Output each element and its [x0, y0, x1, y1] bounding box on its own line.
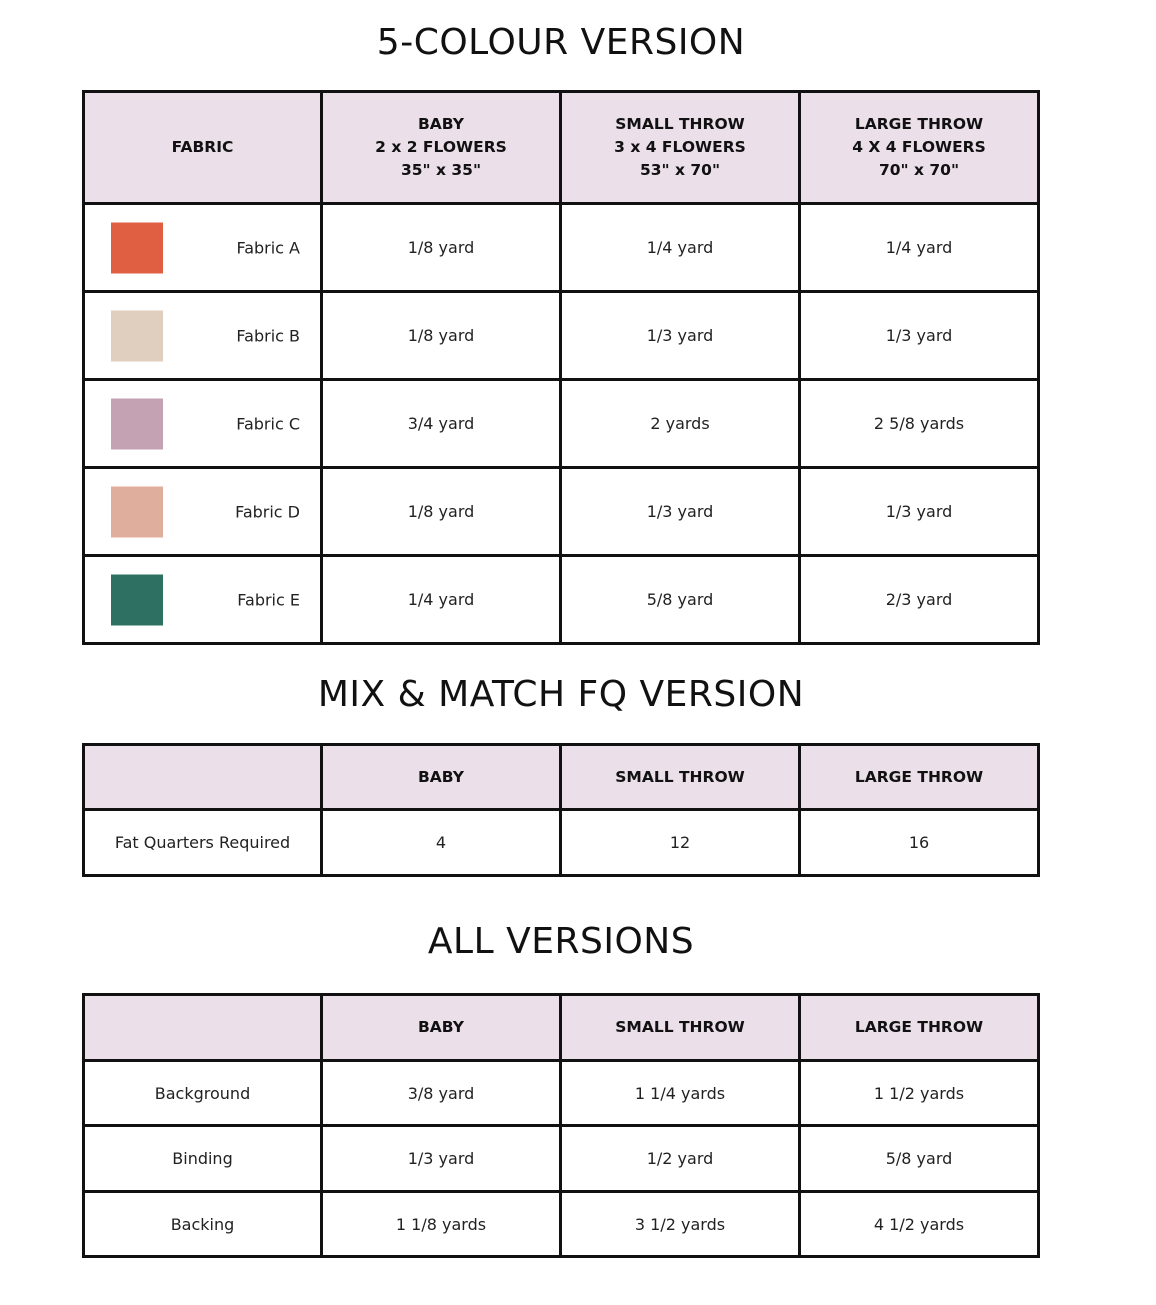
baby-cell: 1 1/8 yards [322, 1192, 561, 1257]
row-label: Fat Quarters Required [84, 810, 322, 876]
fabric-name: Fabric B [236, 326, 300, 345]
five-colour-title: 5-COLOUR VERSION [376, 22, 746, 63]
fabric-swatch [111, 398, 163, 449]
small-throw-cell: 1/4 yard [561, 204, 800, 292]
fabric-name: Fabric A [236, 238, 300, 257]
baby-cell: 1/8 yard [322, 204, 561, 292]
fabric-swatch [111, 574, 163, 625]
fabric-cell [84, 468, 322, 556]
fabric-cell [84, 204, 322, 292]
baby-cell: 3/8 yard [322, 1061, 561, 1126]
baby-header: BABY [322, 745, 561, 810]
table-row [84, 1192, 1039, 1257]
baby-header: BABY [322, 995, 561, 1061]
table-row [84, 292, 1039, 380]
baby-header: BABY 2 x 2 FLOWERS 35" x 35" [322, 92, 561, 204]
small-throw-header: SMALL THROW [561, 995, 800, 1061]
large-throw-cell: 1/3 yard [800, 468, 1039, 556]
table-row [84, 810, 1039, 876]
table-row [84, 1126, 1039, 1192]
large-throw-cell: 4 1/2 yards [800, 1192, 1039, 1257]
fabric-cell [84, 556, 322, 644]
mix-match-title: MIX & MATCH FQ VERSION [317, 674, 805, 715]
small-throw-cell: 5/8 yard [561, 556, 800, 644]
large-throw-cell: 1 1/2 yards [800, 1061, 1039, 1126]
row-label: Background [84, 1061, 322, 1126]
small-throw-cell: 1/3 yard [561, 468, 800, 556]
blank-header [84, 745, 322, 810]
fabric-header: FABRIC [84, 92, 322, 204]
header-row [84, 92, 1039, 204]
all-versions-table [82, 993, 1040, 1258]
table-row [84, 1061, 1039, 1126]
fabric-swatch [111, 222, 163, 273]
fabric-cell [84, 292, 322, 380]
small-throw-header: SMALL THROW [561, 745, 800, 810]
table-row [84, 556, 1039, 644]
large-throw-cell: 2/3 yard [800, 556, 1039, 644]
large-throw-header: LARGE THROW 4 X 4 FLOWERS 70" x 70" [800, 92, 1039, 204]
header-row [84, 995, 1039, 1061]
baby-cell: 1/3 yard [322, 1126, 561, 1192]
row-label: Binding [84, 1126, 322, 1192]
fabric-cell [84, 380, 322, 468]
baby-cell: 4 [322, 810, 561, 876]
baby-cell: 1/4 yard [322, 556, 561, 644]
small-throw-cell: 3 1/2 yards [561, 1192, 800, 1257]
small-throw-header: SMALL THROW 3 x 4 FLOWERS 53" x 70" [561, 92, 800, 204]
all-versions-title: ALL VERSIONS [427, 921, 695, 962]
row-label: Backing [84, 1192, 322, 1257]
table-row [84, 204, 1039, 292]
fabric-name: Fabric D [235, 502, 300, 521]
fabric-swatch [111, 486, 163, 537]
small-throw-cell: 12 [561, 810, 800, 876]
table-row [84, 468, 1039, 556]
five-colour-table [82, 90, 1040, 645]
fabric-name: Fabric E [237, 590, 300, 609]
large-throw-cell: 2 5/8 yards [800, 380, 1039, 468]
large-throw-cell: 1/3 yard [800, 292, 1039, 380]
large-throw-cell: 1/4 yard [800, 204, 1039, 292]
large-throw-cell: 16 [800, 810, 1039, 876]
large-throw-header: LARGE THROW [800, 995, 1039, 1061]
small-throw-cell: 1 1/4 yards [561, 1061, 800, 1126]
blank-header [84, 995, 322, 1061]
header-row [84, 745, 1039, 810]
large-throw-cell: 5/8 yard [800, 1126, 1039, 1192]
baby-cell: 1/8 yard [322, 468, 561, 556]
baby-cell: 1/8 yard [322, 292, 561, 380]
fabric-name: Fabric C [236, 414, 300, 433]
mix-match-table [82, 743, 1040, 877]
small-throw-cell: 1/2 yard [561, 1126, 800, 1192]
large-throw-header: LARGE THROW [800, 745, 1039, 810]
table-row [84, 380, 1039, 468]
small-throw-cell: 1/3 yard [561, 292, 800, 380]
baby-cell: 3/4 yard [322, 380, 561, 468]
small-throw-cell: 2 yards [561, 380, 800, 468]
fabric-swatch [111, 310, 163, 361]
